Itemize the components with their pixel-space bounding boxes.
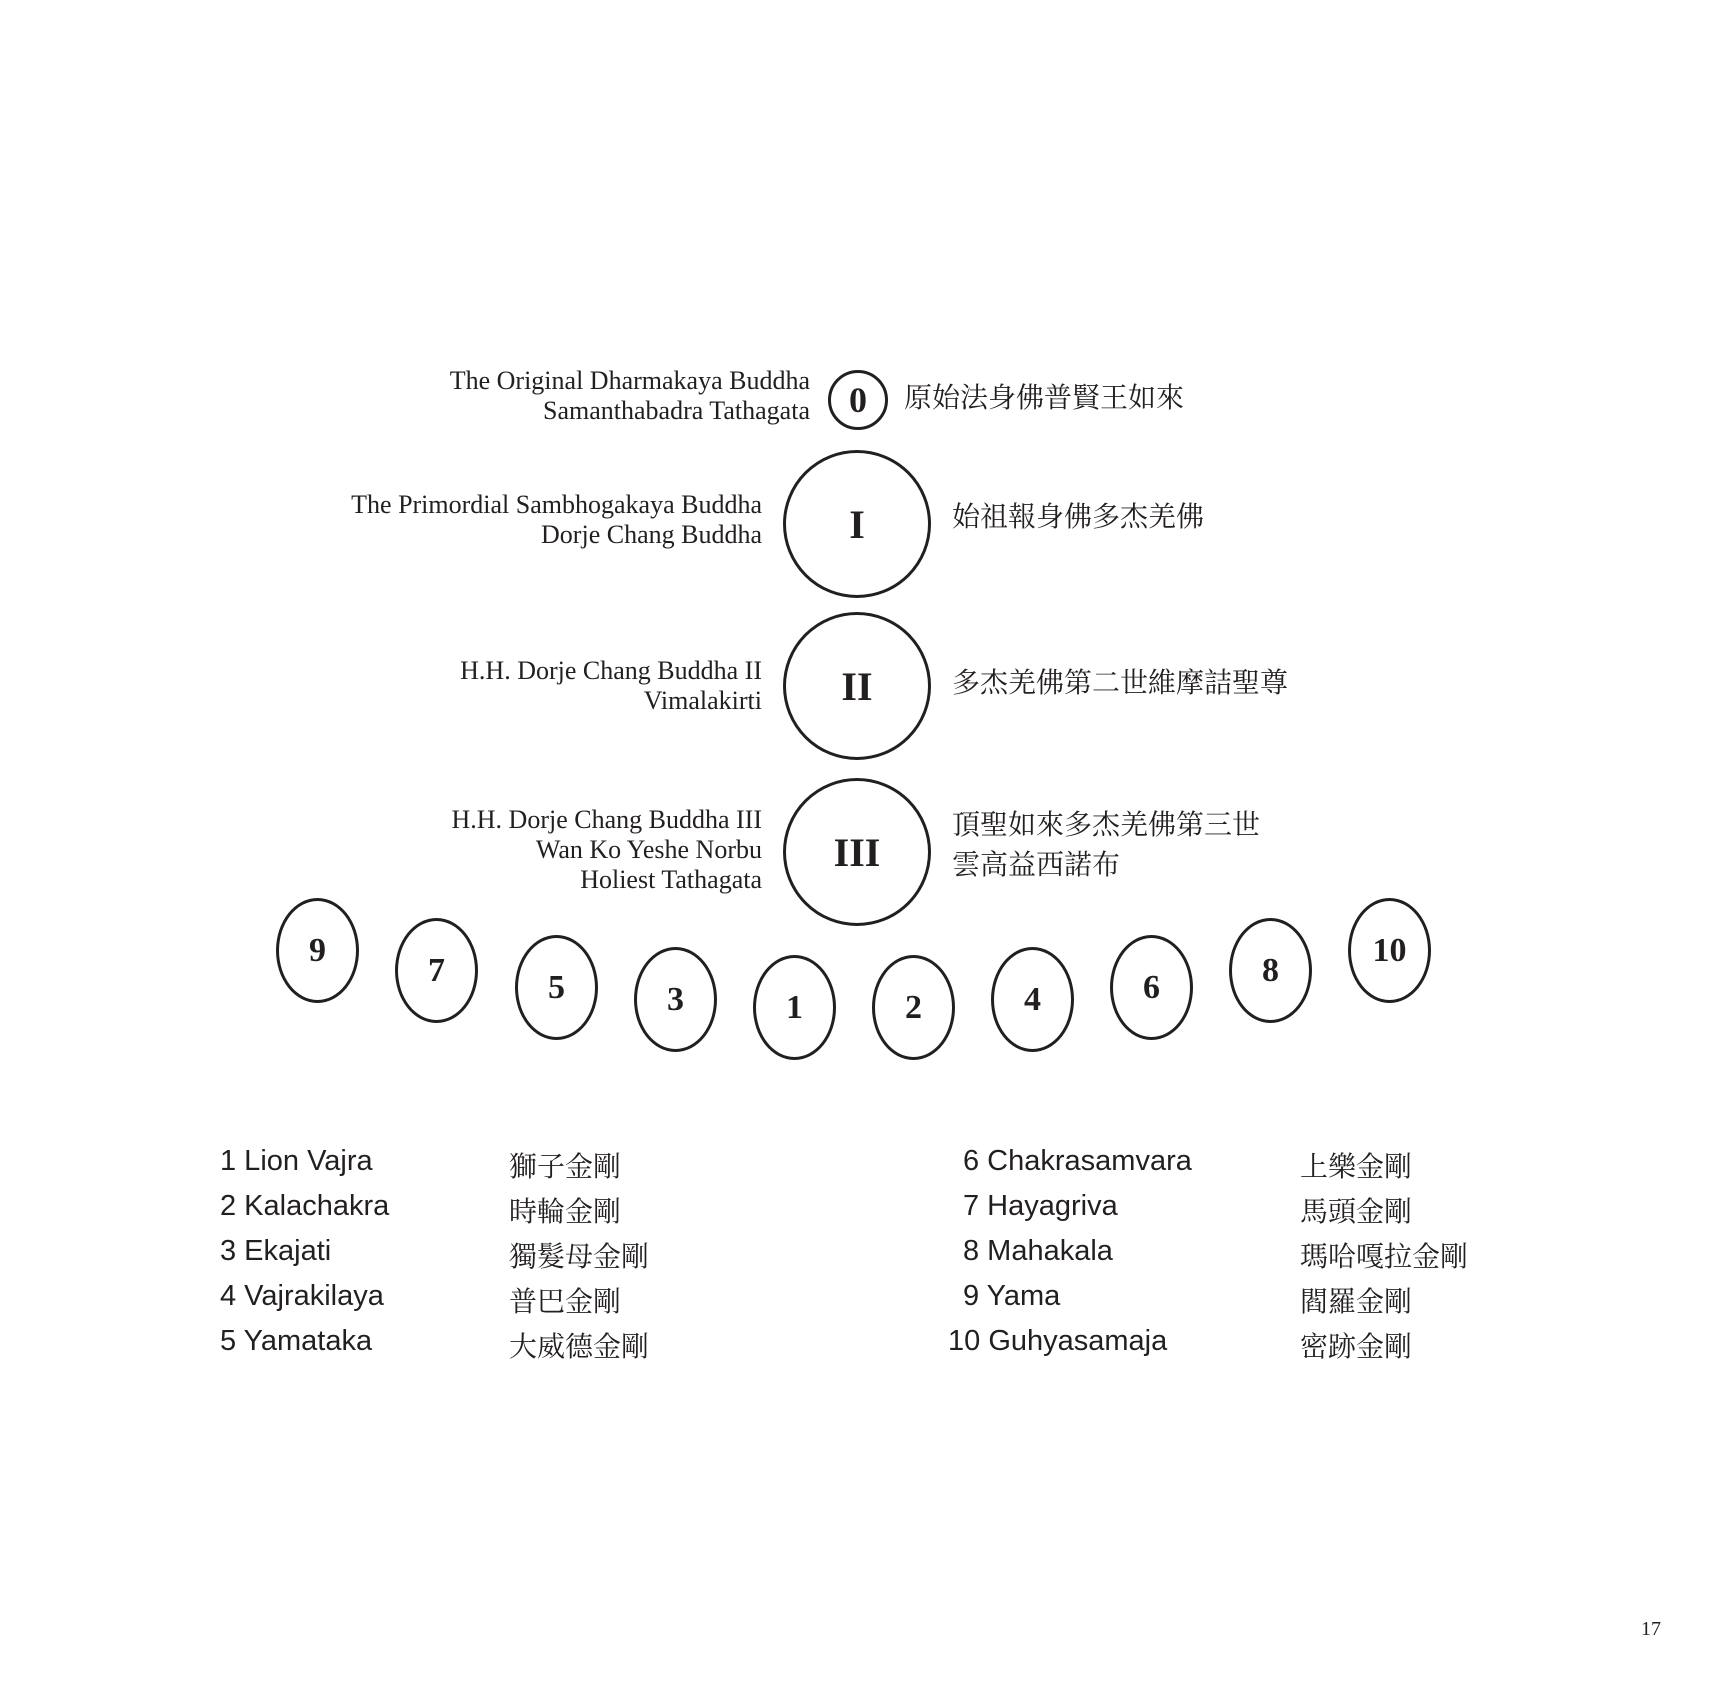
legend-left-zh-3: 獨髮母金剛 <box>509 1240 650 1273</box>
level1-chinese-label: 始祖報身佛多杰羌佛 <box>952 500 1205 533</box>
legend-left-en-4: 4 Vajrakilaya <box>220 1280 384 1312</box>
legend-right-en-10: 10 Guhyasamaja <box>948 1325 1168 1357</box>
level0-english-label <box>450 366 810 426</box>
level2-circle <box>783 612 931 760</box>
legend-left-en-2: 2 Kalachakra <box>220 1190 390 1222</box>
arc-circle-6 <box>1110 935 1193 1040</box>
arc-circle-4 <box>991 947 1074 1052</box>
level0-en-line2: Samanthabadra Tathagata <box>543 396 810 425</box>
level3-zh-line2: 雲高益西諾布 <box>952 848 1121 881</box>
arc-circle-2 <box>872 955 955 1060</box>
level3-english-label <box>452 805 763 895</box>
arc-circle-8 <box>1229 918 1312 1023</box>
legend-left-zh-2: 時輪金剛 <box>509 1195 622 1228</box>
level2-en-line2: Vimalakirti <box>643 686 762 715</box>
arc-circle-2-label: 2 <box>905 988 922 1026</box>
arc-circle-3 <box>634 947 717 1052</box>
level1-en-line1: The Primordial Sambhogakaya Buddha <box>351 490 762 519</box>
arc-circle-9 <box>276 898 359 1003</box>
arc-circle-5 <box>515 935 598 1040</box>
level0-en-line1: The Original Dharmakaya Buddha <box>449 366 810 395</box>
arc-circle-10-label: 10 <box>1372 931 1407 969</box>
level3-en-line1: H.H. Dorje Chang Buddha III <box>451 805 762 834</box>
arc-circle-1 <box>753 955 836 1060</box>
level0-chinese-label: 原始法身佛普賢王如來 <box>904 381 1185 414</box>
page-number: 17 <box>1641 1618 1661 1640</box>
level3-circle <box>783 778 931 926</box>
legend-right-zh-7: 馬頭金剛 <box>1300 1195 1413 1228</box>
legend-right-en-9: 9 Yama <box>963 1280 1061 1312</box>
arc-circle-9-label: 9 <box>309 931 326 969</box>
legend-right-en-7: 7 Hayagriva <box>963 1190 1118 1222</box>
level0-symbol: 0 <box>849 380 867 420</box>
level2-chinese-label: 多杰羌佛第二世維摩詰聖尊 <box>952 666 1289 699</box>
arc-circle-6-label: 6 <box>1143 968 1160 1006</box>
level1-english-label <box>351 490 762 550</box>
legend-right-en-8: 8 Mahakala <box>963 1235 1113 1267</box>
legend-left-en-3: 3 Ekajati <box>220 1235 332 1267</box>
arc-circle-4-label: 4 <box>1024 980 1041 1018</box>
level1-en-line2: Dorje Chang Buddha <box>541 520 762 549</box>
legend-right-zh-8: 瑪哈嘎拉金剛 <box>1300 1240 1469 1273</box>
level3-zh-line1: 頂聖如來多杰羌佛第三世 <box>952 808 1261 841</box>
legend-right-en-6: 6 Chakrasamvara <box>963 1145 1192 1177</box>
arc-circle-7-label: 7 <box>428 951 445 989</box>
level1-symbol: I <box>849 501 865 547</box>
arc-circle-3-label: 3 <box>667 980 684 1018</box>
level2-symbol: II <box>841 663 873 709</box>
legend-right-zh-9: 閻羅金剛 <box>1300 1285 1413 1318</box>
level1-circle <box>783 450 931 598</box>
arc-circle-5-label: 5 <box>548 968 565 1006</box>
arc-circle-10 <box>1348 898 1431 1003</box>
level3-en-line3: Holiest Tathagata <box>580 865 762 894</box>
level3-en-line2: Wan Ko Yeshe Norbu <box>535 835 762 864</box>
arc-circle-1-label: 1 <box>786 988 803 1026</box>
level3-chinese-label <box>952 805 1260 885</box>
level3-symbol: III <box>833 829 881 875</box>
arc-circle-8-label: 8 <box>1262 951 1279 989</box>
legend-left-en-5: 5 Yamataka <box>220 1325 373 1357</box>
legend-right-zh-10: 密跡金剛 <box>1300 1330 1413 1363</box>
level2-en-line1: H.H. Dorje Chang Buddha II <box>460 656 762 685</box>
legend-right-zh-6: 上樂金剛 <box>1300 1150 1413 1183</box>
legend-left-en-1: 1 Lion Vajra <box>220 1145 373 1177</box>
legend-left-zh-4: 普巴金剛 <box>509 1285 622 1318</box>
level2-english-label <box>460 656 762 716</box>
arc-circle-7 <box>395 918 478 1023</box>
legend-left-zh-1: 獅子金剛 <box>509 1150 622 1183</box>
level0-circle <box>828 370 888 430</box>
legend-left-zh-5: 大威德金剛 <box>509 1330 650 1363</box>
